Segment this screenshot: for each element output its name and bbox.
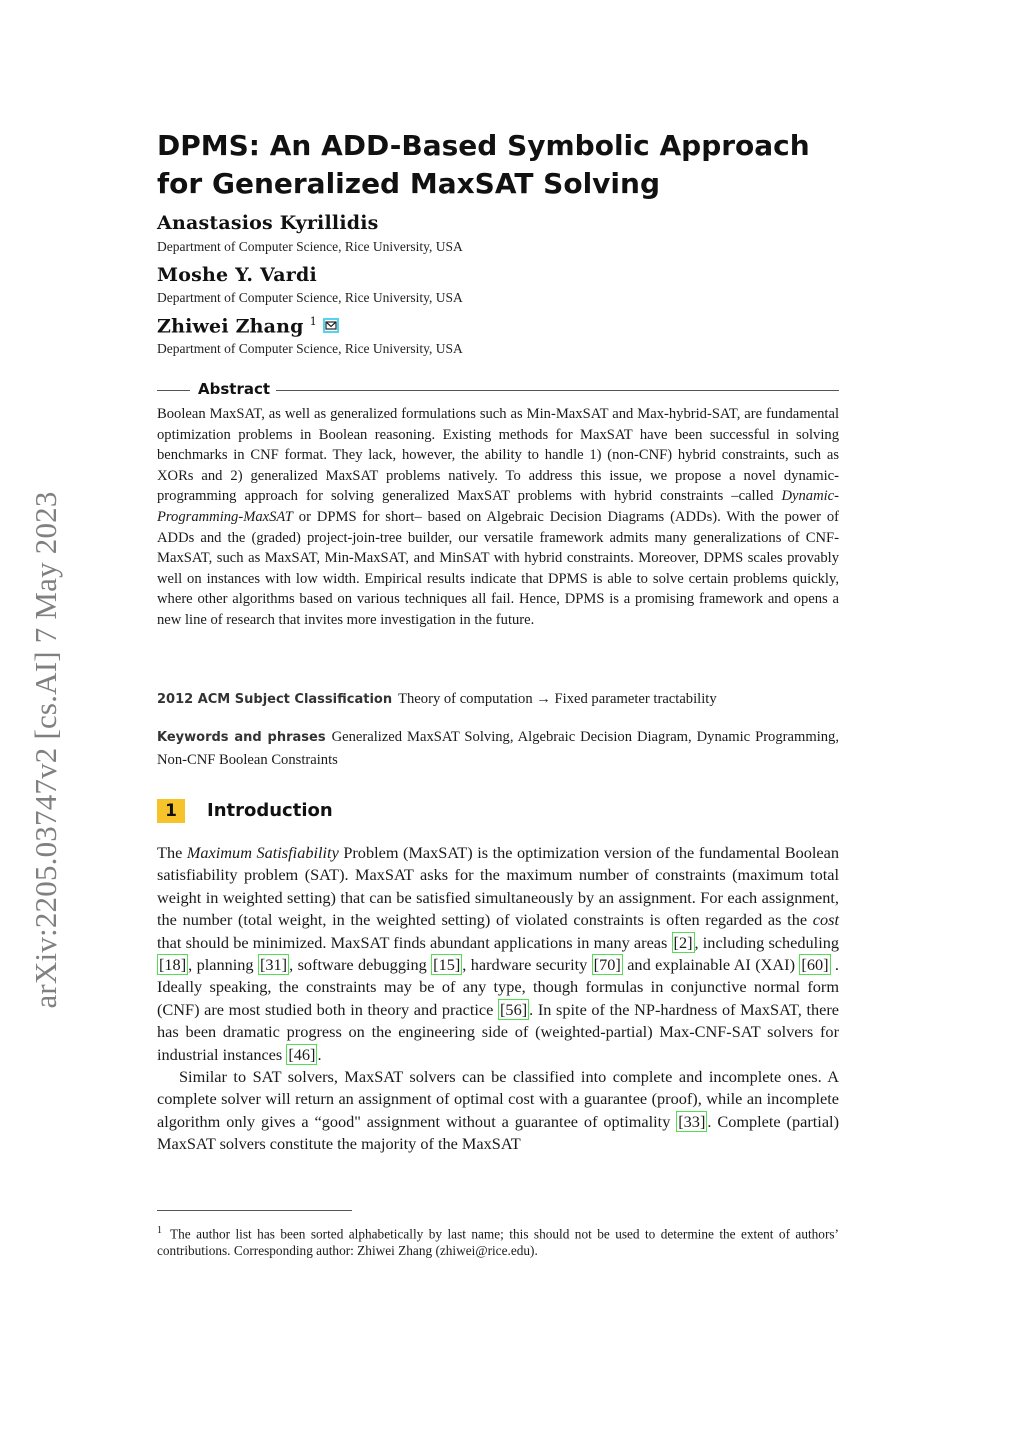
- intro-paragraph: Similar to SAT solvers, MaxSAT solvers can be classified into complete and incomplete ones. A complete solver will return an assignment of optimal cost with a guarantee (proof), while an incomplete algorithm only gives a “good" assignment without a guarantee of optimality [33] . Complete (partial) MaxSAT solvers constitute the majority of the MaxSAT: [157, 1067, 839, 1154]
- footnote: [157, 1222, 839, 1259]
- citation-link[interactable]: [18]: [159, 955, 187, 975]
- author-name: Anastasios Kyrillidis: [157, 212, 379, 234]
- abstract-text: Boolean MaxSAT, as well as generalized formulations such as Min-MaxSAT and Max-hybrid-SAT, are fundamental optimization problems in Boolean reasoning. Existing methods for MaxSAT have been successful in solving benchmarks in CNF format. They lack, however, the ability to handle 1) (non-CNF) hybrid constraints, such as XORs and 2) generalized MaxSAT problems natively. To address this issue, we propose a novel dynamic-programming approach for solving generalized MaxSAT problems with hybrid constraints –called Dynamic-Programming-MaxSAT or DPMS for short– based on Algebraic Decision Diagrams (ADDs). With the power of ADDs and the (graded) project-join-tree builder, our versatile framework admits many generalizations of CNF-MaxSAT, such as MaxSAT, Min-MaxSAT, and MinSAT with hybrid constraints. Moreover, DPMS scales provably well on instances with low width. Empirical results indicate that DPMS is able to solve certain problems quickly, where other algorithms based on various techniques all fail. Hence, DPMS is a promising framework and opens a new line of research that invites more investigation in the future.: [157, 406, 839, 628]
- citation-link[interactable]: [60]: [801, 955, 829, 975]
- paper-title: DPMS: An ADD-Based Symbolic Approach for Generalized MaxSAT Solving: [157, 129, 810, 200]
- citation-link[interactable]: [56]: [500, 999, 528, 1019]
- acm-value: Theory of computation → Fixed parameter tractability: [398, 691, 717, 707]
- citation-link[interactable]: [2]: [673, 932, 693, 952]
- citation-link[interactable]: [31]: [259, 955, 288, 975]
- citation-link[interactable]: [33]: [678, 1111, 706, 1131]
- author-affiliation: Department of Computer Science, Rice University, USA: [157, 239, 463, 254]
- section-title: Introduction: [207, 800, 333, 821]
- abstract-heading: Abstract: [198, 380, 271, 398]
- keywords-label: Keywords and phrases: [157, 730, 326, 745]
- abstract-rule: [276, 390, 839, 391]
- author-name: Zhiwei Zhang: [157, 315, 304, 338]
- acm-label: 2012 ACM Subject Classification: [157, 692, 393, 707]
- footnote-text: The author list has been sorted alphabetically by last name; this should not be used to determine the extent of authors’ contributions. Corresponding author: Zhiwei Zhang (zhiwei@rice.edu).: [157, 1226, 839, 1259]
- author-name-with-mark: [157, 315, 339, 337]
- citation-link[interactable]: [70]: [593, 955, 621, 975]
- email-icon[interactable]: [323, 318, 339, 333]
- author-affiliation: Department of Computer Science, Rice University, USA: [157, 341, 463, 356]
- author-affiliation: Department of Computer Science, Rice University, USA: [157, 290, 463, 305]
- footnote-mark: 1: [309, 315, 317, 328]
- keywords-value: Generalized MaxSAT Solving, Algebraic Decision Diagram, Dynamic Programming, Non-CNF Boolean Constraints: [157, 729, 839, 768]
- intro-paragraph: The Maximum Satisfiability Problem (MaxSAT) is the optimization version of the fundamental Boolean satisfiability problem (SAT). MaxSAT asks for the maximum number of constraints (maximum total weight in weighted setting) that can be satisfied simultaneously by an assignment. For each assignment, the number (total weight, in the weighted setting) of violated constraints is often regarded as the cost that should be minimized. MaxSAT finds abundant applications in many areas [2] , including scheduling [18] , planning [31] , software debugging [15] , hardware security [70] and explainable AI (XAI) [60] . Ideally speaking, the constraints may be of any type, though formulas in conjunctive normal form (CNF) are most studied both in theory and practice [56] . In spite of the NP-hardness of MaxSAT, there has been dramatic progress on the engineering side of (weighted-partial) Max-CNF-SAT solvers for industrial instances [46] .: [157, 843, 840, 1064]
- section-number-badge: 1: [157, 799, 185, 823]
- citation-link[interactable]: [46]: [288, 1044, 316, 1064]
- footnote-rule: [157, 1210, 352, 1211]
- arxiv-identifier: arXiv:2205.03747v2 [cs.AI] 7 May 2023: [28, 491, 63, 1009]
- acm-classification: [157, 688, 839, 711]
- abstract-rule: [157, 390, 190, 391]
- keywords: [157, 726, 839, 771]
- introduction-body: [157, 842, 839, 1156]
- footnote-mark: 1: [157, 1225, 162, 1236]
- citation-link[interactable]: [15]: [433, 955, 461, 975]
- author-name: Moshe Y. Vardi: [157, 264, 317, 286]
